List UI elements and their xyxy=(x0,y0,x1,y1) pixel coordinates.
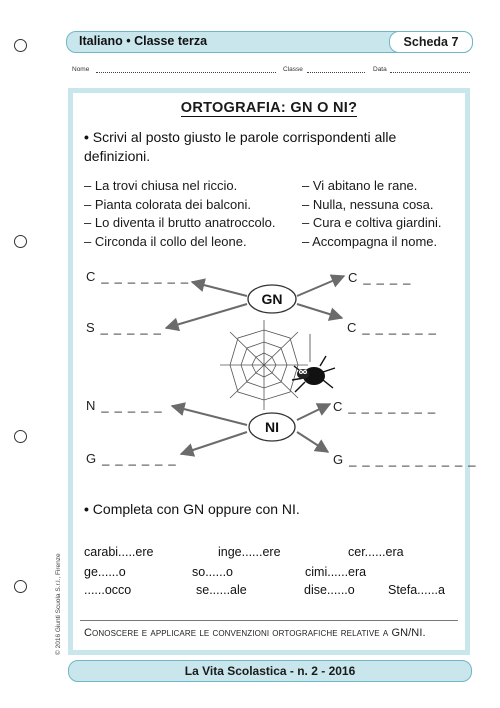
exercise1-instruction: • Scrivi al posto giusto le parole corrispondenti alle definizioni. xyxy=(84,129,397,164)
answer-slot-bottom-right-2[interactable]: G _ _ _ _ _ _ _ _ _ _ xyxy=(333,452,477,467)
class-field[interactable] xyxy=(307,72,365,73)
publication-label: La Vita Scolastica - n. 2 - 2016 xyxy=(184,664,356,678)
binder-hole-2 xyxy=(14,235,27,248)
student-fields xyxy=(72,66,470,76)
fill-word[interactable]: inge......ere xyxy=(218,545,281,559)
worksheet-title: ORTOGRAFIA: GN O NI? xyxy=(180,100,358,116)
copyright-note: © 2016 Giunti Scuola S.r.l., Firenze xyxy=(55,553,62,655)
answer-slot-bottom-left-2[interactable]: G _ _ _ _ _ _ xyxy=(86,451,177,466)
definitions-left xyxy=(84,177,276,251)
binder-hole-3 xyxy=(14,430,27,443)
definition-item: – Nulla, nessuna cosa. xyxy=(302,196,434,212)
answer-slot-bottom-left-1[interactable]: N _ _ _ _ _ xyxy=(86,398,163,413)
answer-slot-top-left-2[interactable]: S _ _ _ _ _ xyxy=(86,320,163,335)
ni-label: NI xyxy=(265,419,279,435)
fill-word[interactable]: dise......o xyxy=(304,583,355,597)
spider-diagram xyxy=(68,262,470,482)
definition-item: – Pianta colorata dei balconi. xyxy=(84,196,251,212)
answer-slot-top-left-1[interactable]: C _ _ _ _ _ _ _ xyxy=(86,269,190,284)
answer-slot-top-right-1[interactable]: C _ _ _ _ xyxy=(348,270,412,285)
fill-word[interactable]: carabi.....ere xyxy=(84,545,154,559)
fill-word[interactable]: ge......o xyxy=(84,565,126,579)
definition-item: – Circonda il collo del leone. xyxy=(84,233,247,249)
divider xyxy=(80,620,458,621)
learning-objective: Conoscere e applicare le convenzioni ortografiche relative a GN/NI. xyxy=(84,627,426,639)
definitions-right xyxy=(302,177,441,251)
definition-item: – Cura e coltiva giardini. xyxy=(302,215,442,231)
subject-label: Italiano • Classe terza xyxy=(79,34,208,48)
class-label: Classe xyxy=(283,66,303,73)
date-field[interactable] xyxy=(390,72,470,73)
fill-word[interactable]: se......ale xyxy=(196,583,247,597)
bullet-icon: • xyxy=(84,129,93,145)
date-label: Data xyxy=(373,66,387,73)
definition-item: – La trovi chiusa nel riccio. xyxy=(84,178,238,193)
name-label: Nome xyxy=(72,66,90,73)
fill-word[interactable]: ......occo xyxy=(84,583,132,597)
spider-web xyxy=(220,320,308,410)
binder-hole-4 xyxy=(14,580,27,593)
sheet-number: Scheda 7 xyxy=(389,31,473,53)
fill-word[interactable]: so......o xyxy=(192,565,233,579)
binder-hole-1 xyxy=(14,39,27,52)
header-bar xyxy=(66,31,473,53)
exercise2-instruction: • Completa con GN oppure con NI. xyxy=(84,501,300,517)
spider-icon xyxy=(292,334,335,392)
fill-word[interactable]: Stefa......a xyxy=(388,583,445,597)
definition-item: – Accompagna il nome. xyxy=(302,233,438,249)
definition-item: – Vi abitano le rane. xyxy=(302,178,418,193)
fill-word[interactable]: cer......era xyxy=(348,545,404,559)
name-field[interactable] xyxy=(96,72,276,73)
answer-slot-top-right-2[interactable]: C _ _ _ _ _ _ xyxy=(347,320,438,335)
bullet-icon: • xyxy=(84,501,93,517)
footer-bar xyxy=(68,660,472,682)
gn-label: GN xyxy=(261,291,283,307)
answer-slot-bottom-right-1[interactable]: C _ _ _ _ _ _ _ xyxy=(333,399,437,414)
fill-word[interactable]: cimi......era xyxy=(305,565,367,579)
definition-item: – Lo diventa il brutto anatroccolo. xyxy=(84,215,276,231)
